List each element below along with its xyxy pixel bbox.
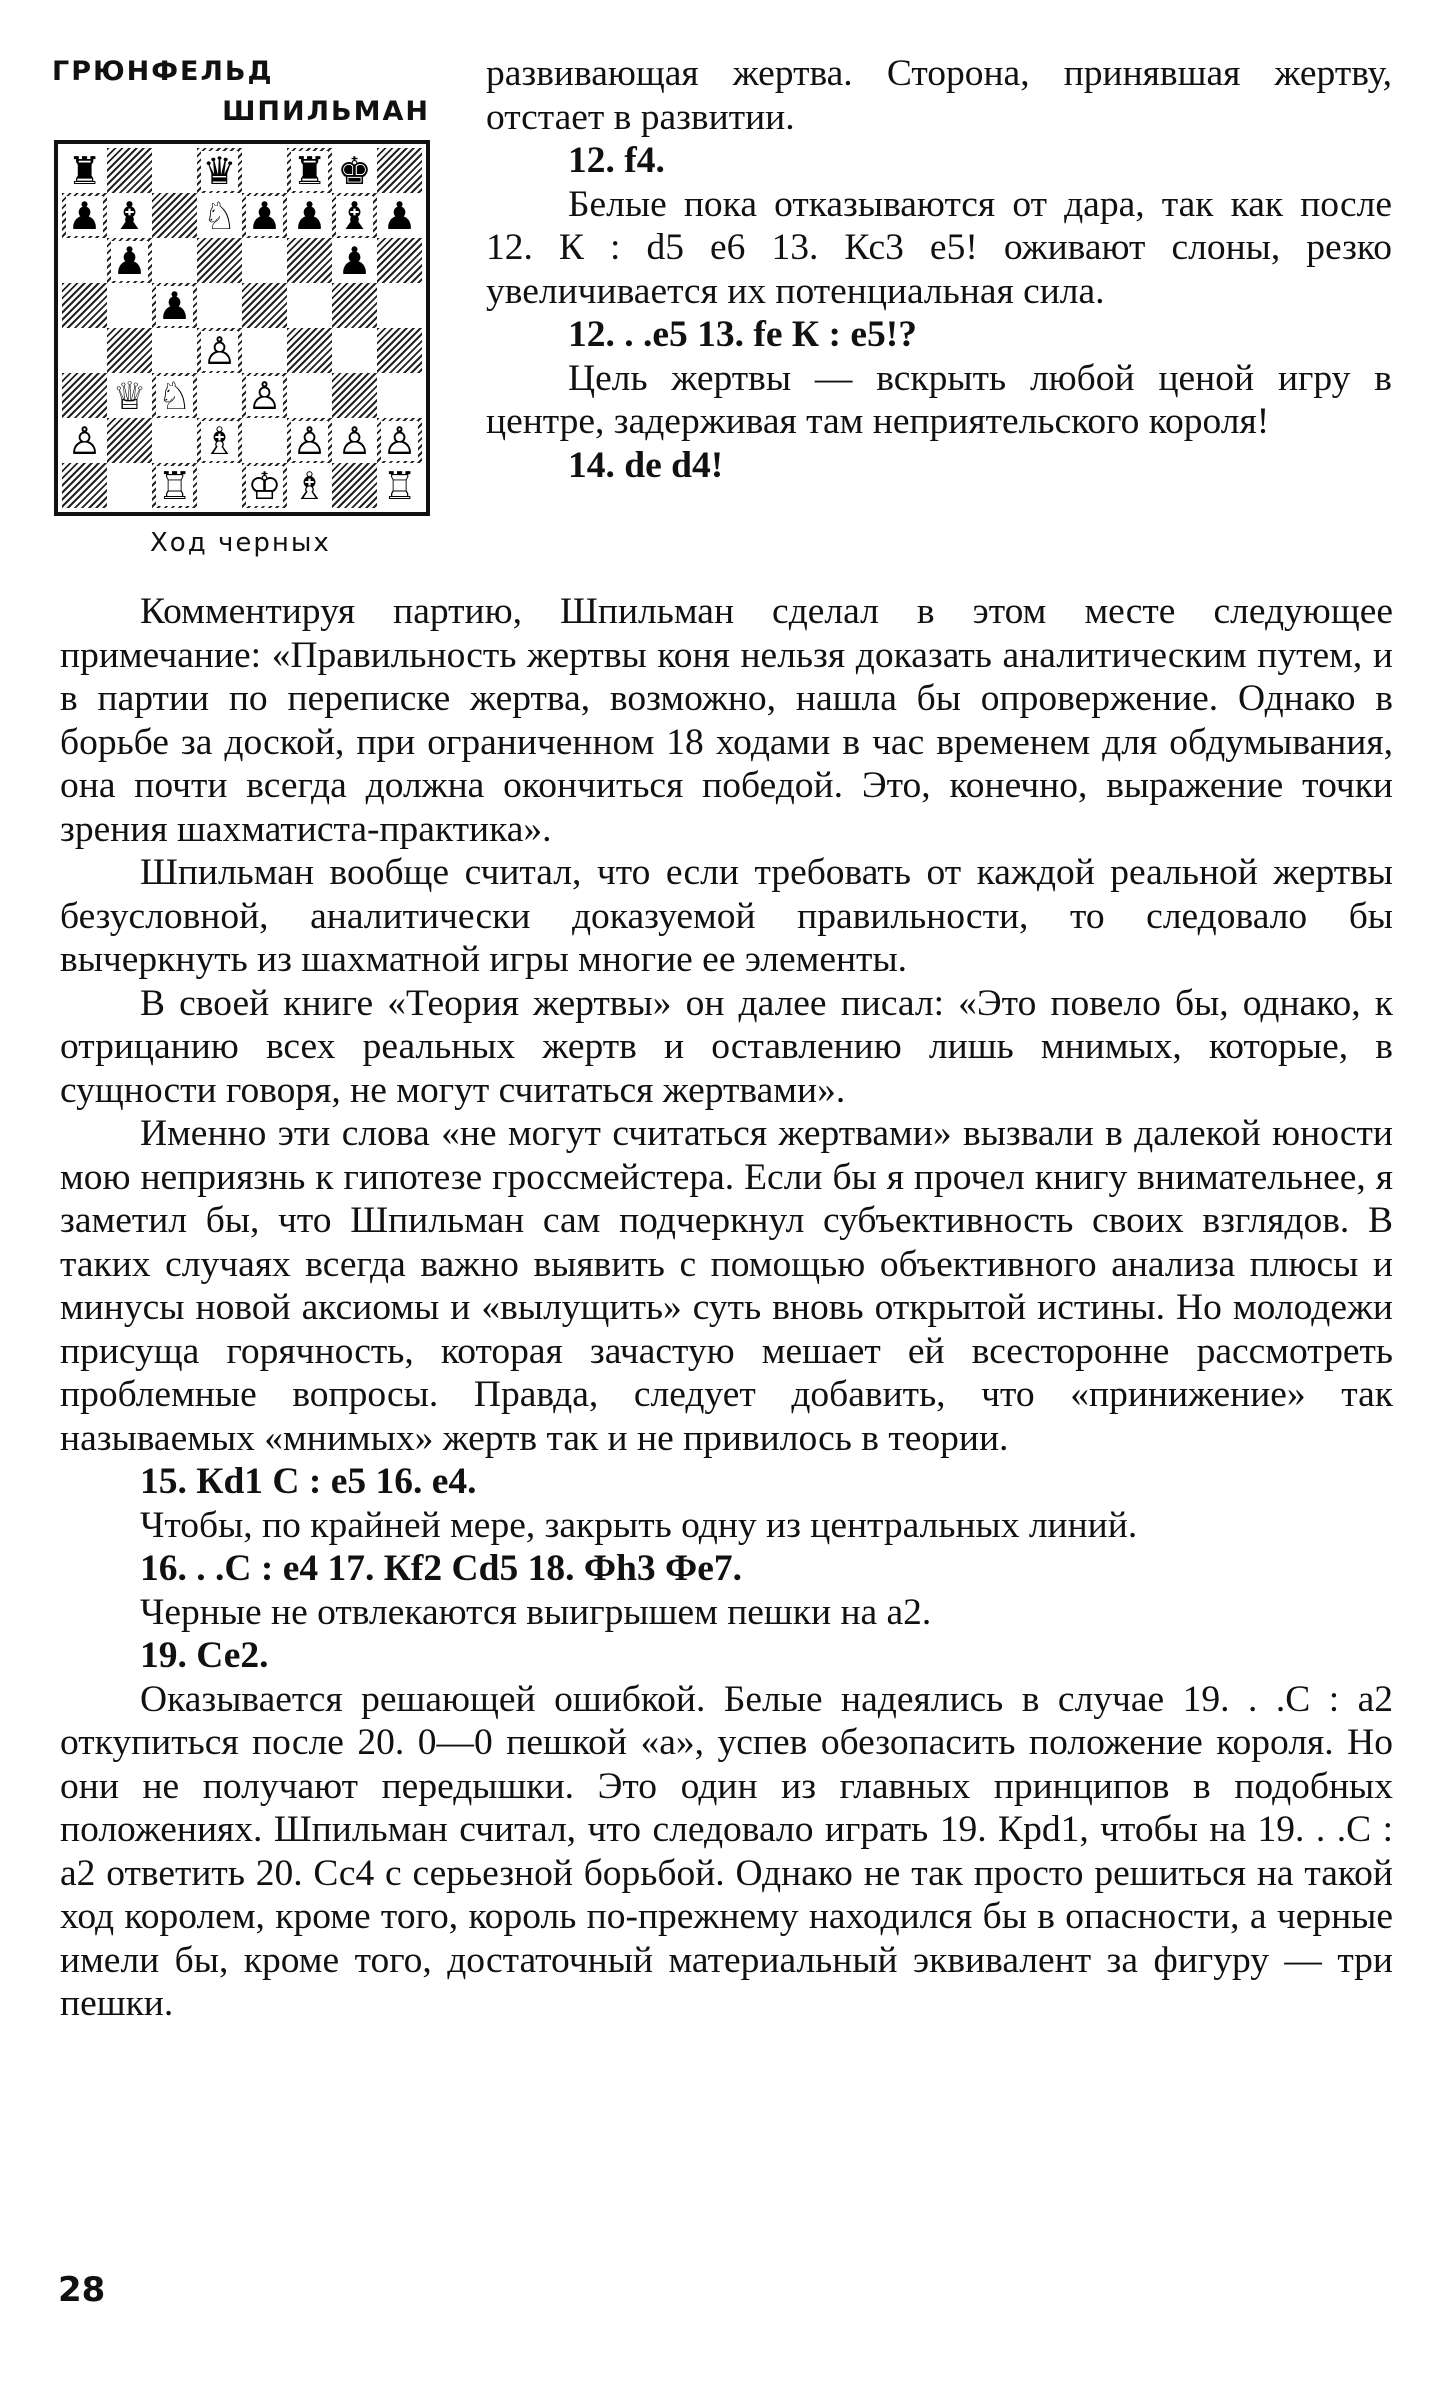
piece-glyph: ♙	[247, 373, 282, 418]
piece-glyph: ♟	[337, 238, 372, 283]
square-b7	[107, 193, 152, 238]
square-d8	[197, 148, 242, 193]
square-f3	[287, 373, 332, 418]
square-h6	[377, 238, 422, 283]
square-e1	[242, 463, 287, 508]
piece-glyph: ♔	[247, 463, 282, 508]
square-b3	[107, 373, 152, 418]
square-b6	[107, 238, 152, 283]
chess-piece-icon	[287, 148, 332, 193]
square-e2	[242, 418, 287, 463]
chess-piece-icon	[62, 148, 107, 193]
text-column-narrow	[486, 52, 1392, 487]
square-g8	[332, 148, 377, 193]
chess-piece-icon	[197, 148, 242, 193]
square-d5	[197, 283, 242, 328]
chess-piece-icon	[377, 463, 422, 508]
square-c7	[152, 193, 197, 238]
square-c3	[152, 373, 197, 418]
chess-piece-icon	[377, 418, 422, 463]
square-h2	[377, 418, 422, 463]
square-c2	[152, 418, 197, 463]
move-notation: 12. . .e5 13. fe К : e5!?	[568, 314, 917, 355]
square-b5	[107, 283, 152, 328]
square-h7	[377, 193, 422, 238]
piece-glyph: ♟	[382, 193, 417, 238]
square-f4	[287, 328, 332, 373]
chess-piece-icon	[332, 193, 377, 238]
square-f6	[287, 238, 332, 283]
paragraph: Белые пока отказываются от дара, так как после 12. К : d5 e6 13. Кс3 е5! оживают слоны, резко увеличивается их потенциальная сила.	[486, 183, 1392, 312]
square-h8	[377, 148, 422, 193]
piece-glyph: ♜	[67, 148, 102, 193]
chess-piece-icon	[287, 418, 332, 463]
chess-piece-icon	[332, 418, 377, 463]
square-f1	[287, 463, 332, 508]
chess-piece-icon	[107, 238, 152, 283]
chess-piece-icon	[242, 193, 287, 238]
chess-piece-icon	[107, 373, 152, 418]
chess-piece-icon	[377, 193, 422, 238]
piece-glyph: ♖	[157, 463, 192, 508]
piece-glyph: ♚	[337, 148, 372, 193]
chess-piece-icon	[152, 373, 197, 418]
piece-glyph: ♟	[157, 283, 192, 328]
chess-piece-icon	[197, 328, 242, 373]
square-e3	[242, 373, 287, 418]
chess-piece-icon	[287, 193, 332, 238]
square-h3	[377, 373, 422, 418]
piece-glyph: ♗	[202, 418, 237, 463]
piece-glyph: ♖	[382, 463, 417, 508]
square-b4	[107, 328, 152, 373]
square-a3	[62, 373, 107, 418]
square-g7	[332, 193, 377, 238]
piece-glyph: ♟	[112, 238, 147, 283]
diagram-caption: Ход черных	[150, 528, 331, 558]
square-d3	[197, 373, 242, 418]
black-player-name: ШПИЛЬМАН	[222, 96, 430, 127]
square-g4	[332, 328, 377, 373]
square-g2	[332, 418, 377, 463]
text-column-wide	[60, 590, 1393, 2026]
chess-piece-icon	[62, 418, 107, 463]
piece-glyph: ♛	[202, 148, 237, 193]
square-e6	[242, 238, 287, 283]
square-g1	[332, 463, 377, 508]
square-c4	[152, 328, 197, 373]
chess-piece-icon	[332, 238, 377, 283]
square-c6	[152, 238, 197, 283]
square-g5	[332, 283, 377, 328]
square-d2	[197, 418, 242, 463]
paragraph: Комментируя партию, Шпильман сделал в этом месте следующее примечание: «Правильность жертвы коня нельзя доказать аналитическим путем, и в партии по переписке жертва, возможно, нашла бы опровержение. Однако в борьбе за доской, при ограниченном 18 ходами в час временем для обдумывания, она почти всегда должна окончиться победой. Это, конечно, выражение точки зрения шахматиста-практика».	[60, 591, 1393, 850]
square-g6	[332, 238, 377, 283]
piece-glyph: ♙	[202, 328, 237, 373]
piece-glyph: ♙	[292, 418, 327, 463]
chess-board	[62, 148, 422, 508]
square-h5	[377, 283, 422, 328]
piece-glyph: ♟	[67, 193, 102, 238]
square-e5	[242, 283, 287, 328]
piece-glyph: ♝	[112, 193, 147, 238]
piece-glyph: ♙	[382, 418, 417, 463]
square-d7	[197, 193, 242, 238]
square-a5	[62, 283, 107, 328]
square-b8	[107, 148, 152, 193]
square-a2	[62, 418, 107, 463]
piece-glyph: ♝	[337, 193, 372, 238]
move-notation: 15. Кd1 С : e5 16. e4.	[140, 1461, 477, 1502]
chess-piece-icon	[197, 193, 242, 238]
chess-piece-icon	[242, 463, 287, 508]
square-a7	[62, 193, 107, 238]
square-c1	[152, 463, 197, 508]
piece-glyph: ♗	[292, 463, 327, 508]
square-f2	[287, 418, 332, 463]
piece-glyph: ♘	[202, 193, 237, 238]
square-f8	[287, 148, 332, 193]
move-notation: 19. Се2.	[140, 1635, 269, 1676]
square-c8	[152, 148, 197, 193]
chess-piece-icon	[332, 148, 377, 193]
square-h4	[377, 328, 422, 373]
paragraph: В своей книге «Теория жертвы» он далее писал: «Это повело бы, однако, к отрицанию всех реальных жертв и оставлению лишь мнимых, которые, в сущности говоря, не могут считаться жертвами».	[60, 982, 1393, 1111]
square-b2	[107, 418, 152, 463]
paragraph: Шпильман вообще считал, что если требовать от каждой реальной жертвы безусловной, аналитически доказуемой правильности, то следовало бы вычеркнуть из шахматной игры многие ее элементы.	[60, 852, 1393, 980]
chess-piece-icon	[152, 463, 197, 508]
chess-piece-icon	[197, 418, 242, 463]
square-b1	[107, 463, 152, 508]
paragraph: Оказывается решающей ошибкой. Белые надеялись в случае 19. . .С : а2 откупиться после 20. 0—0 пешкой «а», успев обезопасить положение короля. Но они не получают передышки. Это один из главных принципов в подобных положениях. Шпильман считал, что следовало играть 19. Кpd1, чтобы на 19. . .С : а2 ответить 20. Сс4 с серьезной борьбой. Однако не так просто решиться на такой ход королем, кроме того, король по-прежнему находился бы в опасности, а черные имели бы, кроме того, достаточный материальный эквивалент за фигуру — три пешки.	[60, 1678, 1393, 2024]
chess-piece-icon	[62, 193, 107, 238]
square-a1	[62, 463, 107, 508]
square-e7	[242, 193, 287, 238]
move-notation: 16. . .С : e4 17. Кf2 Сd5 18. Фh3 Фe7.	[140, 1548, 742, 1589]
square-d1	[197, 463, 242, 508]
paragraph: Цель жертвы — вскрыть любой ценой игру в центре, задерживая там неприятельского короля!	[486, 357, 1392, 442]
move-notation: 12. f4.	[568, 140, 665, 181]
square-a6	[62, 238, 107, 283]
chess-piece-icon	[152, 283, 197, 328]
square-a4	[62, 328, 107, 373]
piece-glyph: ♜	[292, 148, 327, 193]
paragraph: Черные не отвлекаются выигрышем пешки на а2.	[140, 1591, 932, 1633]
square-a8	[62, 148, 107, 193]
square-e8	[242, 148, 287, 193]
square-d6	[197, 238, 242, 283]
page-number: 28	[58, 2270, 106, 2310]
square-c5	[152, 283, 197, 328]
chess-piece-icon	[242, 373, 287, 418]
piece-glyph: ♙	[337, 418, 372, 463]
square-f5	[287, 283, 332, 328]
paragraph: Именно эти слова «не могут считаться жертвами» вызвали в далекой юности мою неприязнь к гипотезе гроссмейстера. Если бы я прочел книгу внимательнее, я заметил бы, что Шпильман сам подчеркнул субъективность своих взглядов. В таких случаях всегда важно выявить с помощью объективного анализа плюсы и минусы новой аксиомы и «вылущить» суть вновь открытой истины. Но молодежи присуща горячность, которая зачастую мешает ей всесторонне рассмотреть проблемные вопросы. Правда, следует добавить, что «принижение» так называемых «мнимых» жертв так и не привилось в теории.	[60, 1113, 1393, 1459]
paragraph: развивающая жертва. Сторона, принявшая жертву, отстает в развитии.	[486, 53, 1392, 138]
chess-piece-icon	[287, 463, 332, 508]
piece-glyph: ♟	[247, 193, 282, 238]
square-f7	[287, 193, 332, 238]
chess-diagram	[54, 140, 430, 516]
square-d4	[197, 328, 242, 373]
square-g3	[332, 373, 377, 418]
square-e4	[242, 328, 287, 373]
piece-glyph: ♟	[292, 193, 327, 238]
diagram-players	[52, 52, 430, 132]
move-notation: 14. de d4!	[568, 444, 724, 486]
piece-glyph: ♙	[67, 418, 102, 463]
square-h1	[377, 463, 422, 508]
chess-piece-icon	[107, 193, 152, 238]
piece-glyph: ♘	[157, 373, 192, 418]
white-player-name: ГРЮНФЕЛЬД	[52, 56, 274, 87]
paragraph: Чтобы, по крайней мере, закрыть одну из центральных линий.	[140, 1504, 1138, 1546]
piece-glyph: ♕	[112, 373, 147, 418]
